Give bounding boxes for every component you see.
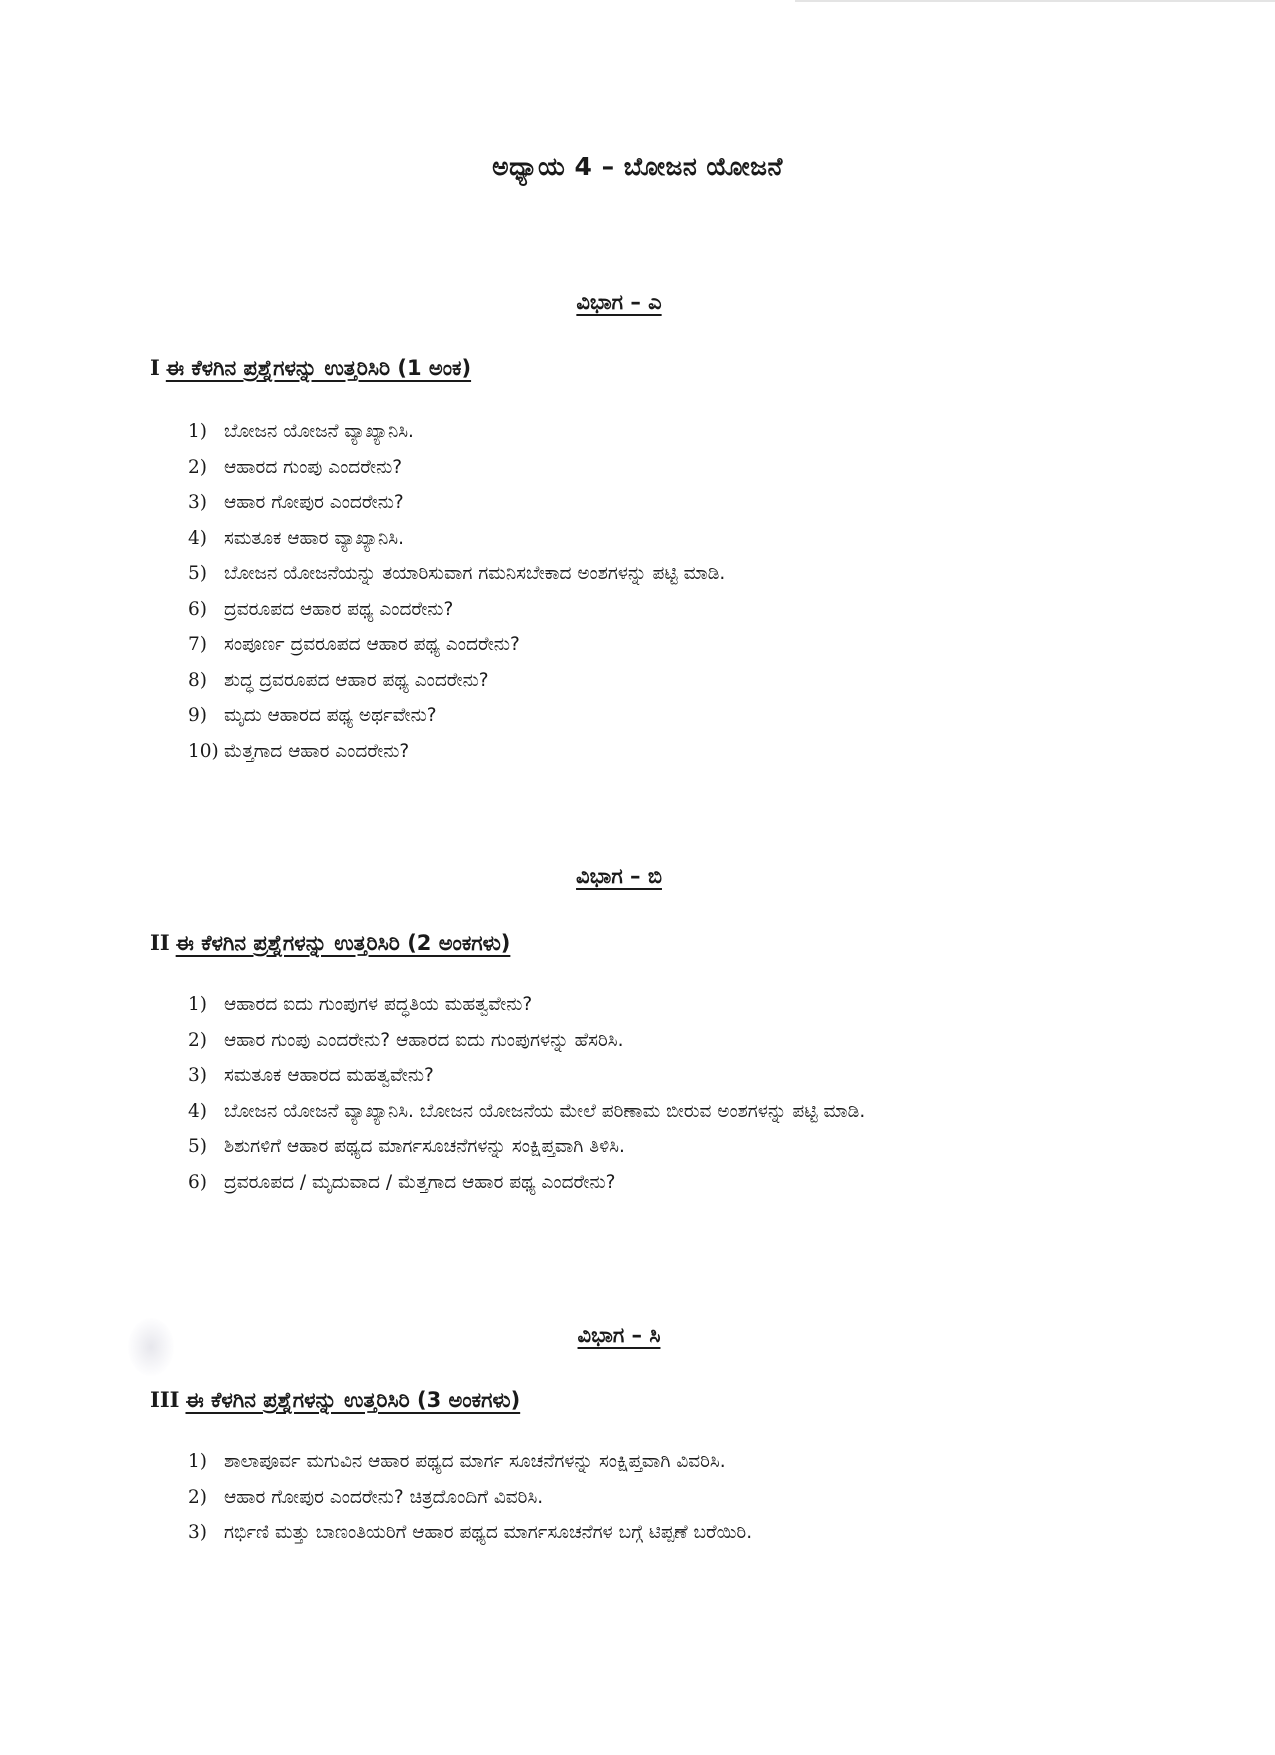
section-c-roman: III	[150, 1387, 180, 1412]
question-item: 7) ಸಂಪೂರ್ಣ ದ್ರವರೂಪದ ಆಹಾರ ಪಥ್ಯ ಎಂದರೇನು?	[188, 634, 520, 655]
section-c-heading-text: ವಿಭಾಗ – ಸಿ	[577, 1323, 661, 1347]
question-item: 3) ಗರ್ಭಿಣಿ ಮತ್ತು ಬಾಣಂತಿಯರಿಗೆ ಆಹಾರ ಪಥ್ಯದ ಮಾರ್ಗಸೂಚನೆಗಳ ಬಗ್ಗೆ ಟಿಪ್ಪಣೆ ಬರೆಯಿರಿ.	[188, 1522, 753, 1543]
section-a-heading-text: ವಿಭಾಗ – ಎ	[576, 290, 662, 314]
question-item: 4) ಬೋಜನ ಯೋಜನೆ ವ್ಯಾಖ್ಯಾನಿಸಿ. ಬೋಜನ ಯೋಜನೆಯ ಮೇಲೆ ಪರಿಣಾಮ ಬೀರುವ ಅಂಶಗಳನ್ನು ಪಟ್ಟಿ ಮಾಡಿ.	[188, 1100, 866, 1122]
section-b-heading	[0, 864, 1238, 889]
question-item: 5) ಬೋಜನ ಯೋಜನೆಯನ್ನು ತಯಾರಿಸುವಾಗ ಗಮನಿಸಬೇಕಾದ ಅಂಶಗಳನ್ನು ಪಟ್ಟಿ ಮಾಡಿ.	[188, 563, 726, 584]
section-a-heading	[0, 290, 1238, 315]
section-a-instruction	[150, 355, 471, 381]
question-item: 3) ಸಮತೂಕ ಆಹಾರದ ಮಹತ್ವವೇನು?	[188, 1065, 434, 1086]
question-item: 2) ಆಹಾರ ಗೋಪುರ ಎಂದರೇನು? ಚಿತ್ರದೊಂದಿಗೆ ವಿವರಿಸಿ.	[188, 1486, 544, 1508]
question-item: 9) ಮೃದು ಆಹಾರದ ಪಥ್ಯ ಅರ್ಥವೇನು?	[188, 705, 437, 726]
section-b-instruction-text: ಈ ಕೆಳಗಿನ ಪ್ರಶ್ನೆಗಳನ್ನು ಉತ್ತರಿಸಿರಿ (2 ಅಂಕಗಳು)	[175, 931, 511, 955]
section-a-instruction-text: ಈ ಕೆಳಗಿನ ಪ್ರಶ್ನೆಗಳನ್ನು ಉತ್ತರಿಸಿರಿ (1 ಅಂಕ)	[165, 356, 472, 380]
question-item: 10) ಮೆತ್ತಗಾದ ಆಹಾರ ಎಂದರೇನು?	[188, 740, 410, 762]
question-item: 1) ಬೋಜನ ಯೋಜನೆ ವ್ಯಾಖ್ಯಾನಿಸಿ.	[188, 421, 414, 442]
section-b-roman: II	[150, 930, 170, 955]
question-item: 1) ಆಹಾರದ ಐದು ಗುಂಪುಗಳ ಪದ್ಧತಿಯ ಮಹತ್ವವೇನು?	[188, 994, 533, 1015]
section-c-question-list	[188, 1444, 1088, 1551]
question-item: 6) ದ್ರವರೂಪದ ಆಹಾರ ಪಥ್ಯ ಎಂದರೇನು?	[188, 598, 454, 620]
question-item: 6) ದ್ರವರೂಪದ / ಮೃದುವಾದ / ಮೆತ್ತಗಾದ ಆಹಾರ ಪಥ್ಯ ಎಂದರೇನು?	[188, 1171, 616, 1193]
section-b-heading-text: ವಿಭಾಗ – ಬಿ	[576, 864, 662, 888]
section-c-heading	[0, 1323, 1238, 1348]
section-c-instruction	[150, 1387, 520, 1413]
question-item: 5) ಶಿಶುಗಳಿಗೆ ಆಹಾರ ಪಥ್ಯದ ಮಾರ್ಗಸೂಚನೆಗಳನ್ನು ಸಂಕ್ಷಿಪ್ತವಾಗಿ ತಿಳಿಸಿ.	[188, 1136, 625, 1157]
question-item: 8) ಶುದ್ಧ ದ್ರವರೂಪದ ಆಹಾರ ಪಥ್ಯ ಎಂದರೇನು?	[188, 669, 489, 691]
section-b-question-list	[188, 987, 1098, 1200]
chapter-title: ಅಧ್ಯಾಯ 4 – ಬೋಜನ ಯೋಜನೆ	[492, 152, 783, 181]
scan-edge-line	[795, 0, 1275, 2]
question-item: 4) ಸಮತೂಕ ಆಹಾರ ವ್ಯಾಖ್ಯಾನಿಸಿ.	[188, 527, 404, 549]
section-b-instruction	[150, 930, 510, 956]
question-item: 1) ಶಾಲಾಪೂರ್ವ ಮಗುವಿನ ಆಹಾರ ಪಥ್ಯದ ಮಾರ್ಗ ಸೂಚನೆಗಳನ್ನು ಸಂಕ್ಷಿಪ್ತವಾಗಿ ವಿವರಿಸಿ.	[188, 1451, 726, 1472]
section-a-question-list	[188, 414, 1028, 769]
question-item: 3) ಆಹಾರ ಗೋಪುರ ಎಂದರೇನು?	[188, 492, 404, 513]
section-c-instruction-text: ಈ ಕೆಳಗಿನ ಪ್ರಶ್ನೆಗಳನ್ನು ಉತ್ತರಿಸಿರಿ (3 ಅಂಕಗಳು)	[185, 1388, 521, 1412]
question-item: 2) ಆಹಾರ ಗುಂಪು ಎಂದರೇನು? ಆಹಾರದ ಐದು ಗುಂಪುಗಳನ್ನು ಹೆಸರಿಸಿ.	[188, 1029, 624, 1051]
question-item: 2) ಆಹಾರದ ಗುಂಪು ಎಂದರೇನು?	[188, 456, 403, 478]
section-a-roman: I	[150, 355, 160, 380]
